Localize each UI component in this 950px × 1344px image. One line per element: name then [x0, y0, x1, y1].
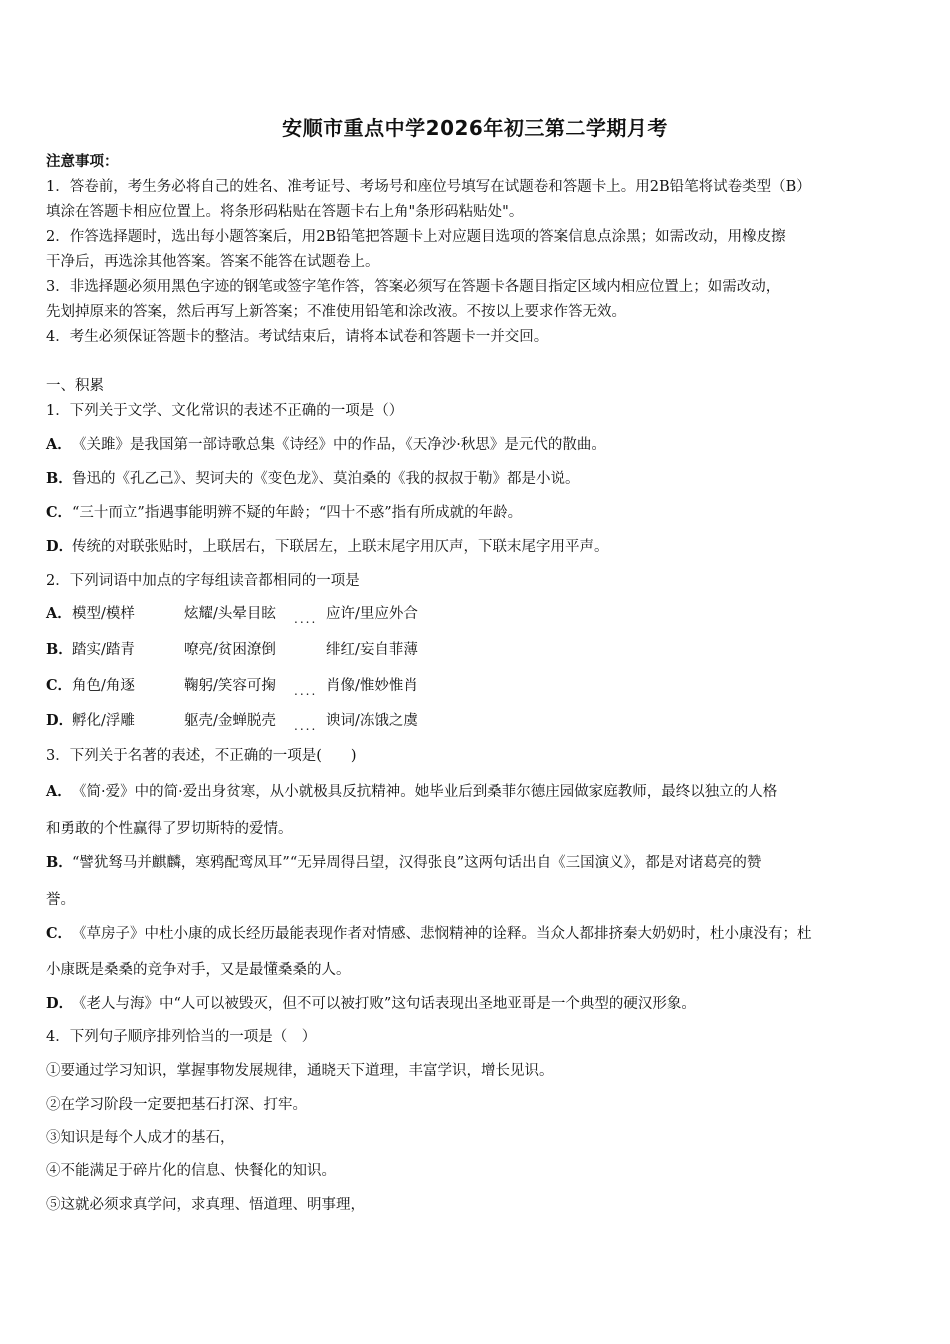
- option-label: D．: [46, 712, 74, 729]
- q4-item: ②在学习阶段一定要把基石打深、打牢。: [46, 1097, 307, 1113]
- option-label: D．: [46, 995, 74, 1012]
- notice-line: 2．作答选择题时，选出每小题答案后，用2B铅笔把答题卡上对应题目选项的答案信息点涂黑；如需改动，用橡皮擦: [46, 229, 786, 245]
- option-label: C．: [46, 504, 73, 521]
- q1-option-d: [46, 537, 609, 557]
- option-col3: 绯红/妄自菲薄: [326, 642, 418, 658]
- option-label: C．: [46, 925, 73, 942]
- q3-option-a: [46, 782, 777, 802]
- option-label: C．: [46, 677, 73, 694]
- option-col2: 鞠躬/笑容可掬: [184, 678, 276, 694]
- option-text: 《草房子》中杜小康的成长经历最能表现作者对情感、悲悯精神的诠释。当众人都排挤秦大奶奶时，杜小康没有；杜: [72, 926, 812, 942]
- option-col1: 角色/角逐: [72, 678, 135, 694]
- option-col1: 踏实/踏青: [72, 642, 135, 658]
- q3-option-d: [46, 994, 696, 1014]
- q1-option-c: [46, 503, 522, 523]
- q4-item: ⑤这就必须求真学问，求真理、悟道理、明事理，: [46, 1197, 365, 1213]
- notice-line: 3．非选择题必须用黑色字迹的钢笔或签字笔作答，答案必须写在答题卡各题目指定区域内相应位置上；如需改动，: [46, 279, 781, 295]
- emphasis-dots: ....: [294, 612, 318, 626]
- emphasis-dots: ....: [294, 719, 318, 733]
- q3-stem: 3．下列关于名著的表述，不正确的一项是( ): [46, 748, 357, 764]
- option-text: 《老人与海》中“人可以被毁灭，但不可以被打败”这句话表现出圣地亚哥是一个典型的硬汉形象。: [72, 996, 696, 1012]
- q4-stem: 4．下列句子顺序排列恰当的一项是（ ）: [46, 1029, 317, 1045]
- option-col3: 应许/里应外合: [326, 606, 418, 622]
- option-text: 鲁迅的《孔乙己》、契诃夫的《变色龙》、莫泊桑的《我的叔叔于勒》都是小说。: [72, 471, 580, 487]
- q2-option-d: [46, 711, 135, 731]
- q3-option-b-cont: 誉。: [46, 892, 75, 908]
- notice-line: 填涂在答题卡相应位置上。将条形码粘贴在答题卡右上角"条形码粘贴处"。: [46, 204, 524, 220]
- option-text: 传统的对联张贴时，上联居右，下联居左，上联末尾字用仄声，下联末尾字用平声。: [72, 539, 609, 555]
- notice-line: 4．考生必须保证答题卡的整洁。考试结束后，请将本试卷和答题卡一并交回。: [46, 329, 549, 345]
- option-col2: 躯壳/金蝉脱壳: [184, 713, 276, 729]
- option-col1: 孵化/浮雕: [72, 713, 135, 729]
- option-label: A．: [46, 783, 72, 800]
- q3-option-b: [46, 853, 761, 873]
- notice-heading: 注意事项：: [46, 153, 119, 170]
- section-heading: 一、积累: [46, 378, 104, 394]
- notice-line: 干净后，再选涂其他答案。答案不能答在试题卷上。: [46, 254, 380, 270]
- q4-item: ③知识是每个人成才的基石，: [46, 1130, 235, 1146]
- option-col1: 模型/模样: [72, 606, 135, 622]
- emphasis-dots: ....: [294, 684, 318, 698]
- q2-option-b: [46, 640, 135, 660]
- notice-line: 先划掉原来的答案，然后再写上新答案；不准使用铅笔和涂改液。不按以上要求作答无效。: [46, 304, 626, 320]
- q2-stem: 2．下列词语中加点的字每组读音都相同的一项是: [46, 573, 360, 589]
- option-text: 《简·爱》中的简·爱出身贫寒，从小就极具反抗精神。她毕业后到桑菲尔德庄园做家庭教师，最终以独立的人格: [72, 784, 778, 800]
- option-text: 《关雎》是我国第一部诗歌总集《诗经》中的作品，《天净沙·秋思》是元代的散曲。: [72, 437, 606, 453]
- option-label: A．: [46, 605, 72, 622]
- option-col3: 谀词/冻饿之虞: [326, 713, 418, 729]
- option-label: A．: [46, 436, 72, 453]
- option-col2: 嘹亮/贫困潦倒: [184, 642, 276, 658]
- option-text: “三十而立”指遇事能明辨不疑的年龄；“四十不惑”指有所成就的年龄。: [72, 505, 523, 521]
- q2-option-a: [46, 604, 135, 624]
- option-label: B．: [46, 854, 73, 871]
- option-col3: 肖像/惟妙惟肖: [326, 678, 418, 694]
- option-label: B．: [46, 641, 73, 658]
- option-label: D．: [46, 538, 74, 555]
- q1-stem: 1．下列关于文学、文化常识的表述不正确的一项是（）: [46, 403, 404, 419]
- q1-option-b: [46, 469, 580, 489]
- q3-option-a-cont: 和勇敢的个性赢得了罗切斯特的爱情。: [46, 821, 293, 837]
- notice-line: 1．答卷前，考生务必将自己的姓名、准考证号、考场号和座位号填写在试题卷和答题卡上。用2B铅笔将试卷类型（B）: [46, 179, 811, 195]
- q4-item: ④不能满足于碎片化的信息、快餐化的知识。: [46, 1163, 336, 1179]
- q1-option-a: [46, 435, 606, 455]
- option-col2: 炫耀/头晕目眩: [184, 606, 276, 622]
- option-text: “譬犹驽马并麒麟，寒鸦配鸾凤耳”“无异周得吕望，汉得张良”这两句话出自《三国演义》，都是对诸葛亮的赞: [72, 855, 762, 871]
- option-label: B．: [46, 470, 73, 487]
- q3-option-c-cont: 小康既是桑桑的竞争对手，又是最懂桑桑的人。: [46, 962, 351, 978]
- q2-option-c: [46, 676, 135, 696]
- q3-option-c: [46, 924, 812, 944]
- page-title: 安顺市重点中学2026年初三第二学期月考: [282, 116, 668, 140]
- q4-item: ①要通过学习知识，掌握事物发展规律，通晓天下道理，丰富学识，增长见识。: [46, 1063, 554, 1079]
